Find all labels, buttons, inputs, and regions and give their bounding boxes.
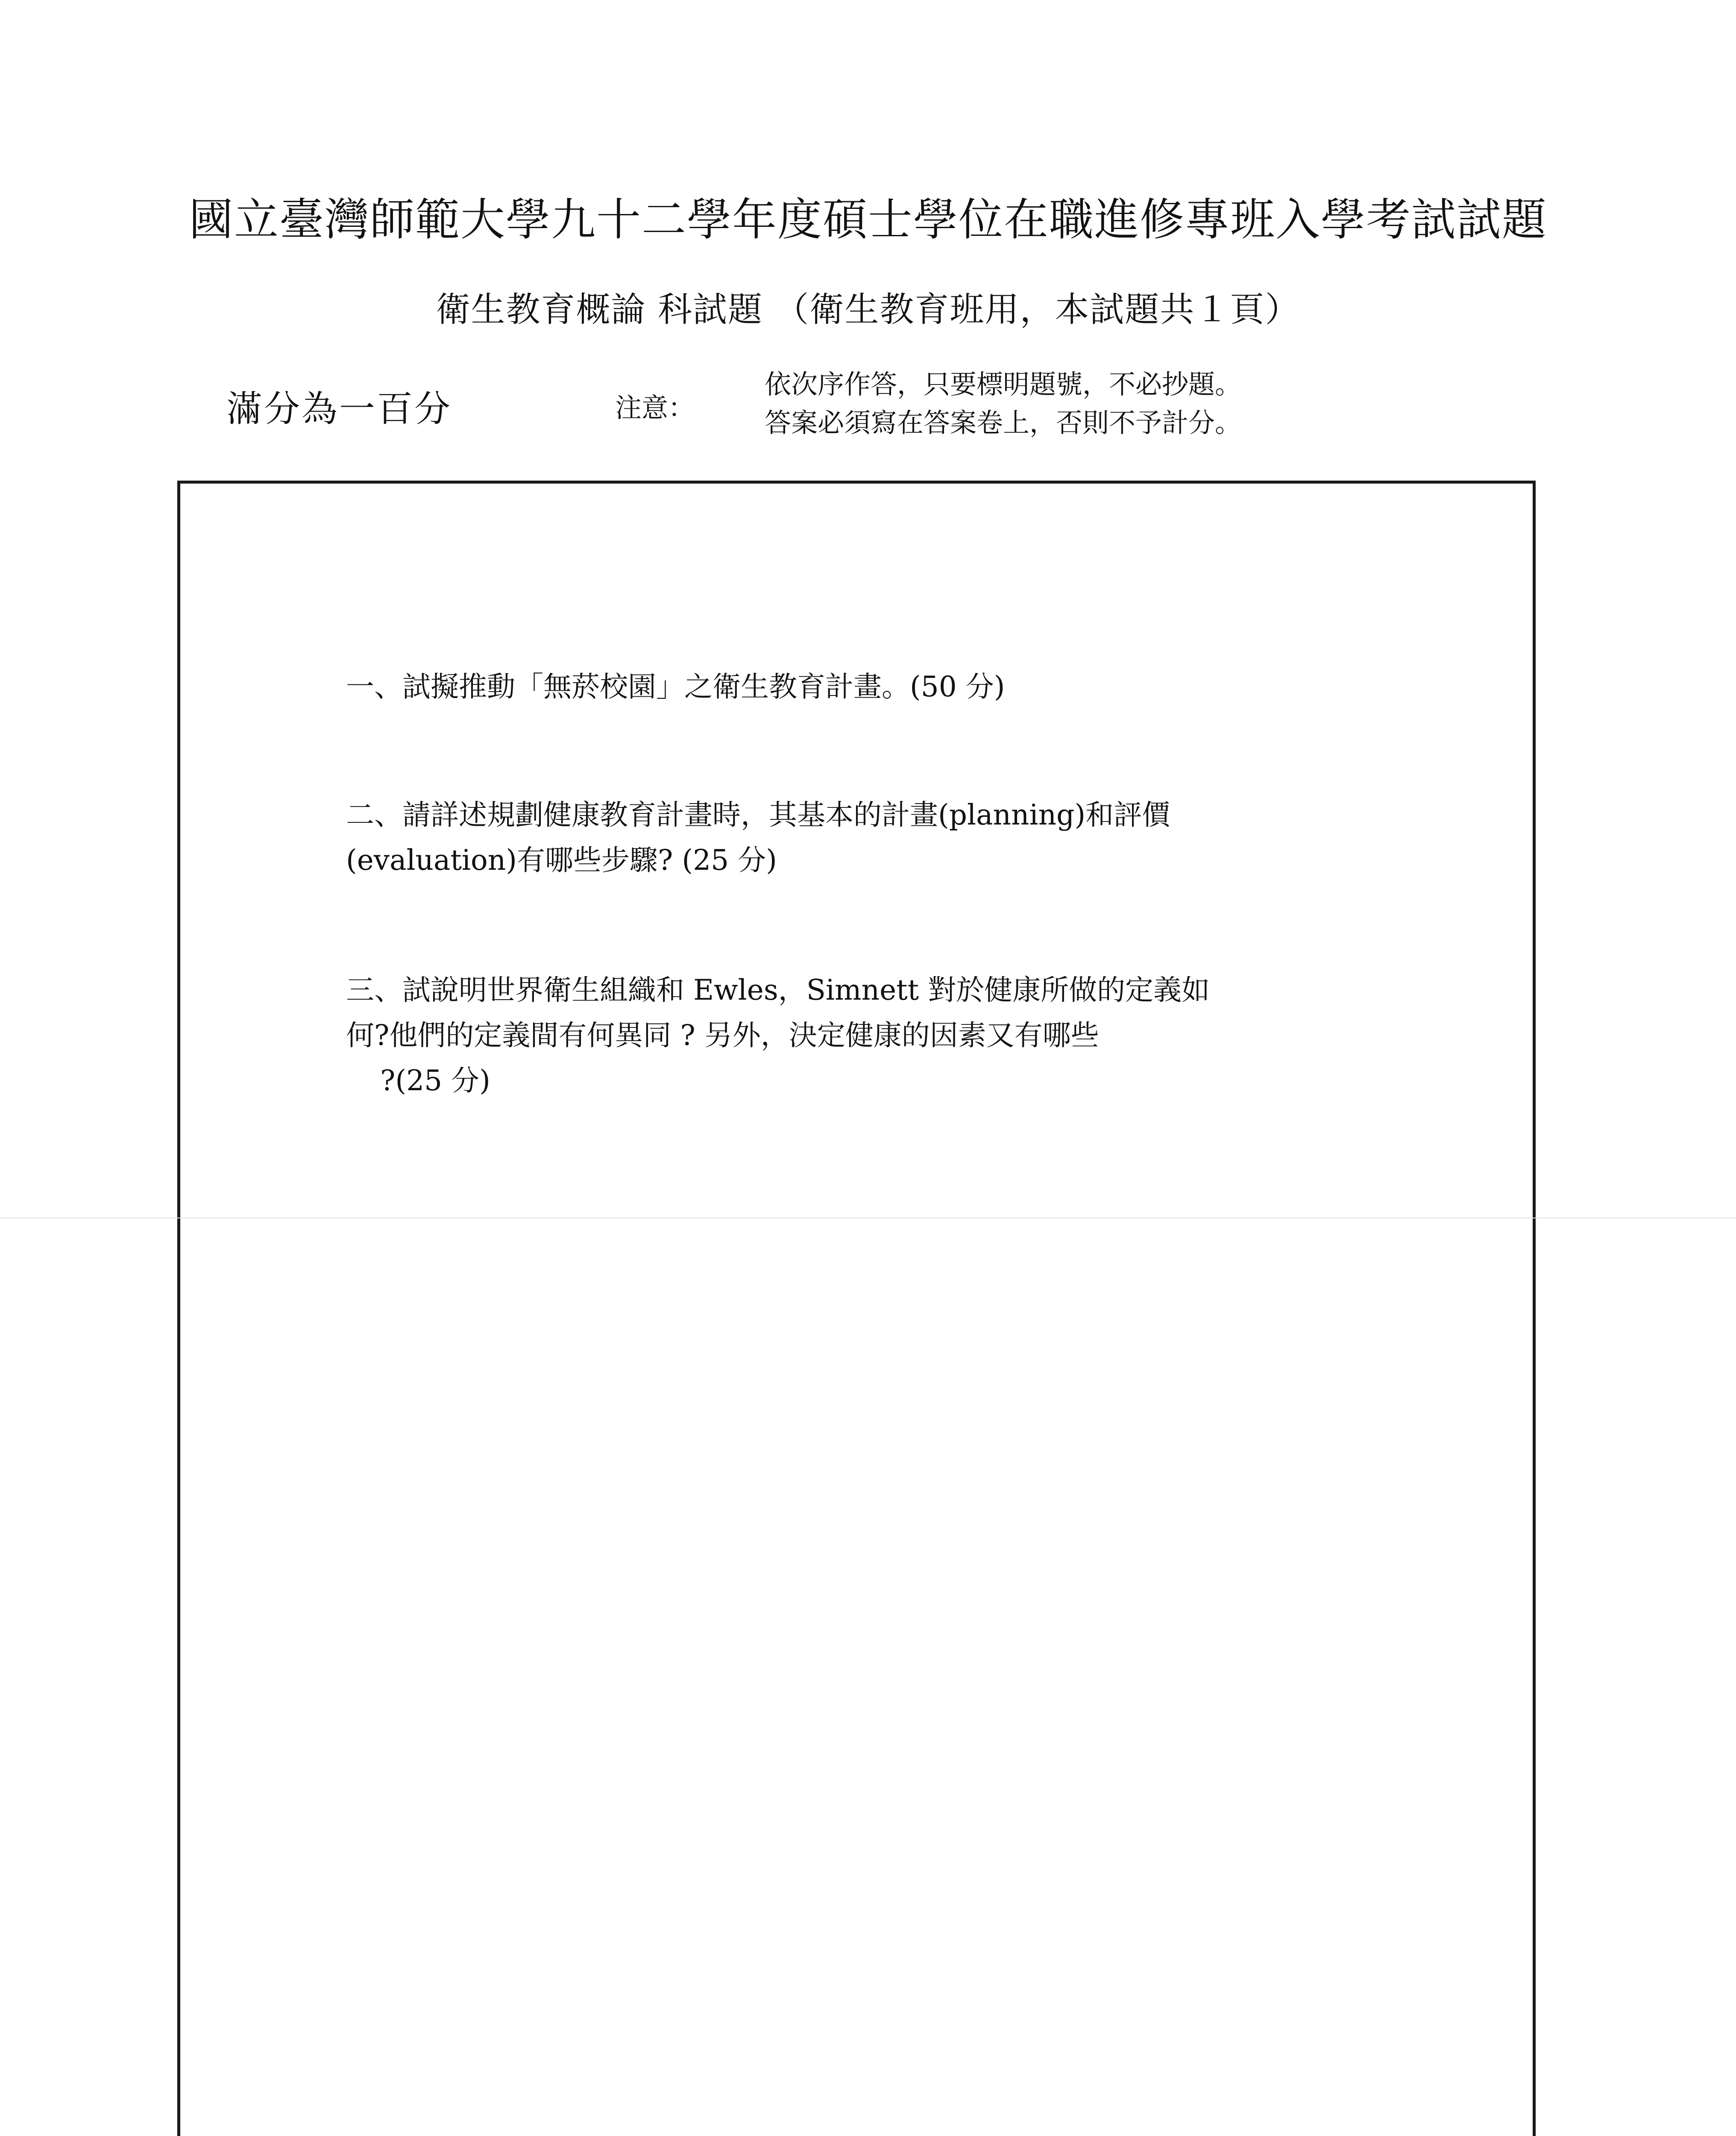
full-score-label: 滿分為一百分 xyxy=(226,388,452,430)
notice-label: 注意： xyxy=(615,392,695,423)
exam-title: 國立臺灣師範大學九十二學年度碩士學位在職進修專班入學考試試題 xyxy=(188,194,1547,246)
question-line: ?(25 分) xyxy=(380,1064,490,1097)
question-line: 一、試擬推動「無菸校園」之衛生教育計畫。(50 分) xyxy=(346,670,1005,703)
question-2 xyxy=(346,792,1170,883)
question-1 xyxy=(346,664,1005,710)
question-line: 三、試說明世界衛生組織和 Ewles，Simnett 對於健康所做的定義如 xyxy=(346,974,1210,1006)
exam-subtitle: 衛生教育概論 科試題 （衛生教育班用，本試題共１頁） xyxy=(436,290,1300,329)
question-line: (evaluation)有哪些步驟? (25 分) xyxy=(346,844,777,877)
notice-line: 答案必須寫在答案卷上，否則不予計分。 xyxy=(765,407,1242,438)
notice-text xyxy=(765,365,1241,442)
question-3 xyxy=(346,968,1210,1103)
question-line: 何?他們的定義間有何異同 ? 另外，決定健康的因素又有哪些 xyxy=(346,1019,1099,1052)
question-frame xyxy=(177,481,1536,2136)
question-line: 二、請詳述規劃健康教育計畫時，其基本的計畫(planning)和評價 xyxy=(346,798,1170,831)
notice-line: 依次序作答，只要標明題號，不必抄題。 xyxy=(765,369,1242,400)
